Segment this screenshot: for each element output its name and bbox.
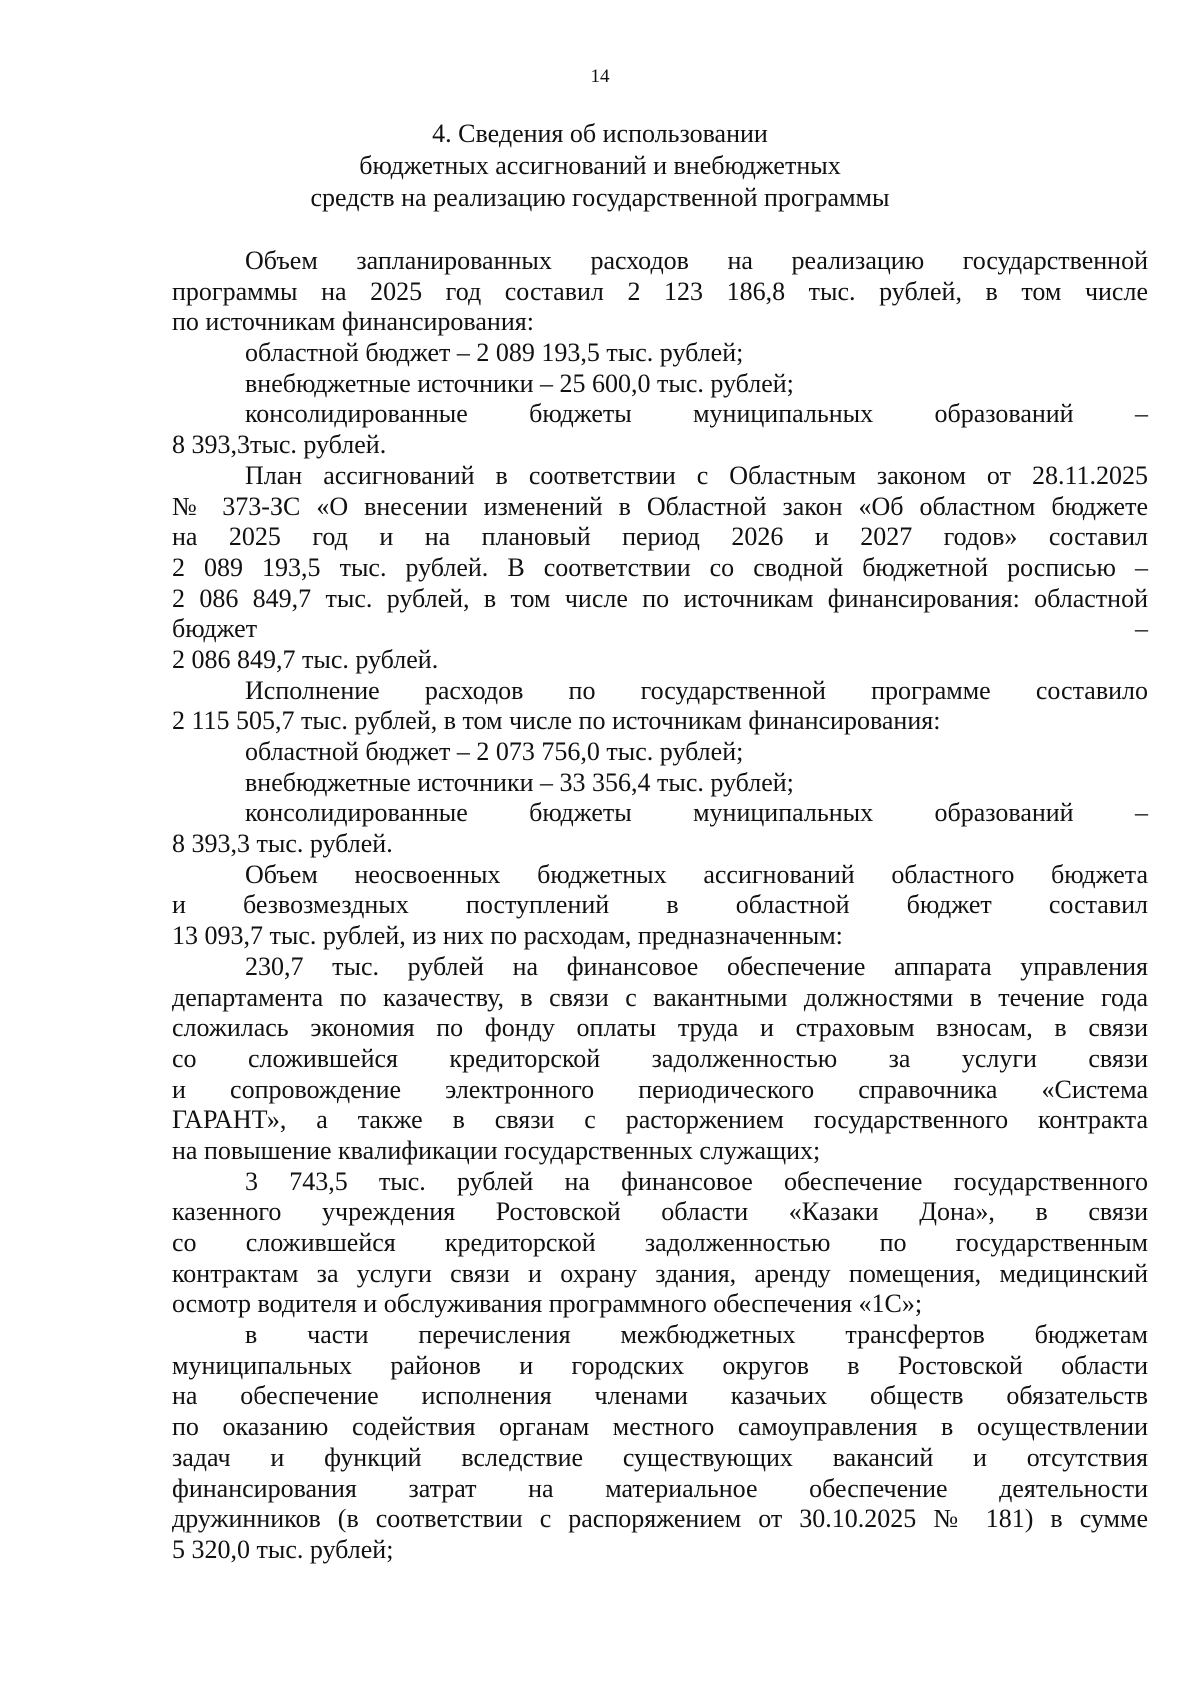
- text-line: контрактам за услуги связи и охрану здания, аренду помещения, медицинский: [172, 1258, 1148, 1288]
- text-line: муниципальных районов и городских округов в Ростовской области: [172, 1350, 1148, 1380]
- text-line: и безвозмездных поступлений в областной бюджет составил: [172, 890, 1148, 920]
- text-line: 3 743,5 тыс. рублей на финансовое обеспечение государственного: [245, 1166, 1148, 1196]
- text-line: на 2025 год и на плановый период 2026 и 2027 годов» составил: [172, 522, 1148, 552]
- text-line: 8 393,3 тыс. рублей.: [172, 829, 393, 859]
- text-line: областной бюджет – 2 073 756,0 тыс. рублей;: [245, 737, 744, 766]
- text-line: ГАРАНТ», а также в связи с расторжением государственного контракта: [172, 1105, 1148, 1135]
- text-line: консолидированные бюджеты муниципальных образований –: [245, 399, 1148, 429]
- section-heading: [300, 118, 900, 214]
- text-line: казенного учреждения Ростовской области «Казаки Дона», в связи: [172, 1197, 1148, 1227]
- text-line: 2 115 505,7 тыс. рублей, в том числе по источникам финансирования:: [172, 706, 941, 736]
- heading-line: 4. Сведения об использовании: [432, 119, 768, 148]
- text-line: задач и функций вследствие существующих вакансий и отсутствия: [172, 1442, 1148, 1472]
- text-line: бюджет –: [172, 614, 1148, 644]
- text-line: 13 093,7 тыс. рублей, из них по расходам, предназначенным:: [172, 921, 843, 951]
- text-line: по источникам финансирования:: [172, 307, 534, 337]
- text-line: по оказанию содействия органам местного самоуправления в осуществлении: [172, 1412, 1148, 1442]
- text-line: Объем запланированных расходов на реализацию государственной: [245, 246, 1148, 275]
- text-line: Исполнение расходов по государственной программе составило: [245, 675, 1148, 705]
- body-text: [172, 246, 1148, 1566]
- text-line: департамента по казачеству, в связи с вакантными должностями в течение года: [172, 982, 1148, 1012]
- text-line: программы на 2025 год составил 2 123 186,8 тыс. рублей, в том числе: [172, 276, 1148, 306]
- text-line: внебюджетные источники – 25 600,0 тыс. рублей;: [245, 368, 794, 398]
- text-line: 2 089 193,5 тыс. рублей. В соответствии со сводной бюджетной росписью –: [172, 552, 1148, 582]
- text-line: 2 086 849,7 тыс. рублей, в том числе по источникам финансирования: областной: [172, 583, 1148, 613]
- text-line: и сопровождение электронного периодического справочника «Система: [172, 1074, 1148, 1104]
- heading-line: средств на реализацию государственной программы: [310, 183, 890, 212]
- text-line: № 373-ЗС «О внесении изменений в Областной закон «Об областном бюджете: [172, 491, 1148, 521]
- text-line: финансирования затрат на материальное обеспечение деятельности: [172, 1473, 1148, 1503]
- text-line: дружинников (в соответствии с распоряжением от 30.10.2025 № 181) в сумме: [172, 1504, 1148, 1534]
- text-line: внебюджетные источники – 33 356,4 тыс. рублей;: [245, 767, 794, 797]
- text-line: 8 393,3тыс. рублей.: [172, 430, 387, 460]
- text-line: 5 320,0 тыс. рублей;: [172, 1534, 394, 1564]
- text-line: со сложившейся кредиторской задолженностью по государственным: [172, 1228, 1148, 1257]
- text-line: 230,7 тыс. рублей на финансовое обеспечение аппарата управления: [245, 951, 1148, 981]
- heading-line: бюджетных ассигнований и внебюджетных: [359, 151, 841, 180]
- text-line: 2 086 849,7 тыс. рублей.: [172, 644, 439, 674]
- text-line: на повышение квалификации государственных служащих;: [172, 1135, 821, 1165]
- text-line: на обеспечение исполнения членами казачьих обществ обязательств: [172, 1381, 1148, 1411]
- text-line: областной бюджет – 2 089 193,5 тыс. рублей;: [245, 338, 744, 368]
- text-line: Объем неосвоенных бюджетных ассигнований областного бюджета: [245, 859, 1148, 889]
- text-line: осмотр водителя и обслуживания программного обеспечения «1С»;: [172, 1289, 923, 1319]
- text-line: в части перечисления межбюджетных трансфертов бюджетам: [245, 1320, 1148, 1350]
- text-line: План ассигнований в соответствии с Областным законом от 28.11.2025: [245, 460, 1148, 490]
- text-line: со сложившейся кредиторской задолженностью за услуги связи: [172, 1043, 1148, 1073]
- text-line: сложилась экономия по фонду оплаты труда и страховым взносам, в связи: [172, 1013, 1148, 1043]
- text-line: консолидированные бюджеты муниципальных образований –: [245, 798, 1148, 828]
- page-number: 14: [590, 66, 610, 87]
